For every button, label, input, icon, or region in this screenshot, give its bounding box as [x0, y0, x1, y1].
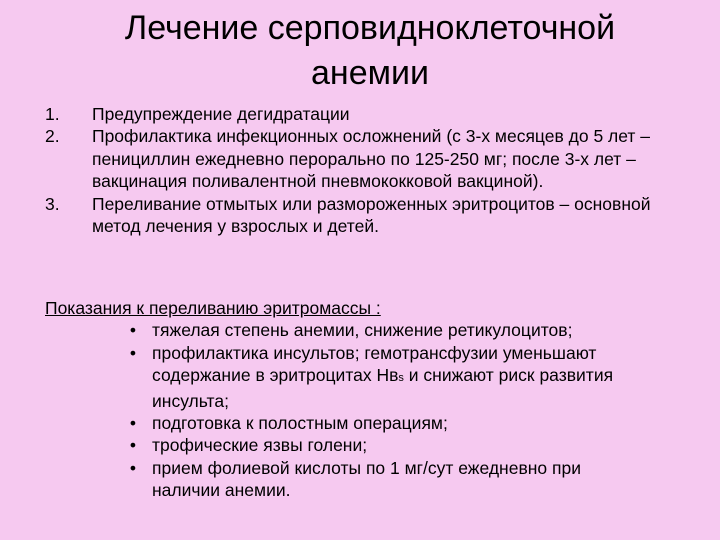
item-text-tail: и снижают риск развития инсульта; [152, 365, 614, 411]
hb-subscript: s [398, 372, 404, 385]
list-item [114, 342, 695, 412]
list-item [114, 412, 695, 434]
item-text [152, 342, 695, 412]
list-item [45, 193, 695, 238]
list-item [114, 457, 695, 502]
item-text: подготовка к полостным операциям; [152, 413, 448, 434]
list-item [45, 125, 695, 192]
item-number: 3. [45, 193, 60, 214]
bullet-icon: • [129, 342, 137, 363]
list-item [114, 319, 695, 341]
treatment-list [45, 103, 695, 237]
bullet-icon: • [129, 320, 137, 341]
indications-list [45, 319, 695, 501]
title-line-2: анемии [311, 54, 429, 92]
item-text: прием фолиевой кислоты по 1 мг/сут ежедневно при наличии анемии. [152, 457, 581, 501]
item-text: Предупреждение дегидратации [92, 104, 350, 124]
item-text: Профилактика инфекционных осложнений (с 3-х месяцев до 5 лет – пенициллин ежедневно перорально по 125-250 мг; после 3-х лет – вакцинация поливалентной пневмококковой вакциной). [92, 126, 651, 192]
item-text: тяжелая степень анемии, снижение ретикулоцитов; [152, 320, 573, 341]
list-item [45, 103, 695, 125]
item-text: трофические язвы голени; [152, 435, 368, 456]
title-line-1: Лечение серповидноклеточной [124, 9, 616, 47]
transfusion-indications [45, 297, 695, 502]
bullet-icon: • [129, 457, 137, 478]
slide-title [70, 6, 670, 96]
item-text: Переливание отмытых или размороженных эритроцитов – основной метод лечения у взрослых и детей. [92, 193, 651, 237]
item-number: 1. [45, 104, 60, 124]
item-text-main: профилактика инсультов; гемотрансфузии уменьшают содержание в эритроцитах Нв [152, 342, 597, 386]
indications-heading: Показания к переливанию эритромассы : [45, 298, 381, 318]
list-item [114, 434, 695, 456]
bullet-icon: • [129, 435, 137, 456]
bullet-icon: • [129, 413, 137, 434]
item-number: 2. [45, 126, 60, 147]
